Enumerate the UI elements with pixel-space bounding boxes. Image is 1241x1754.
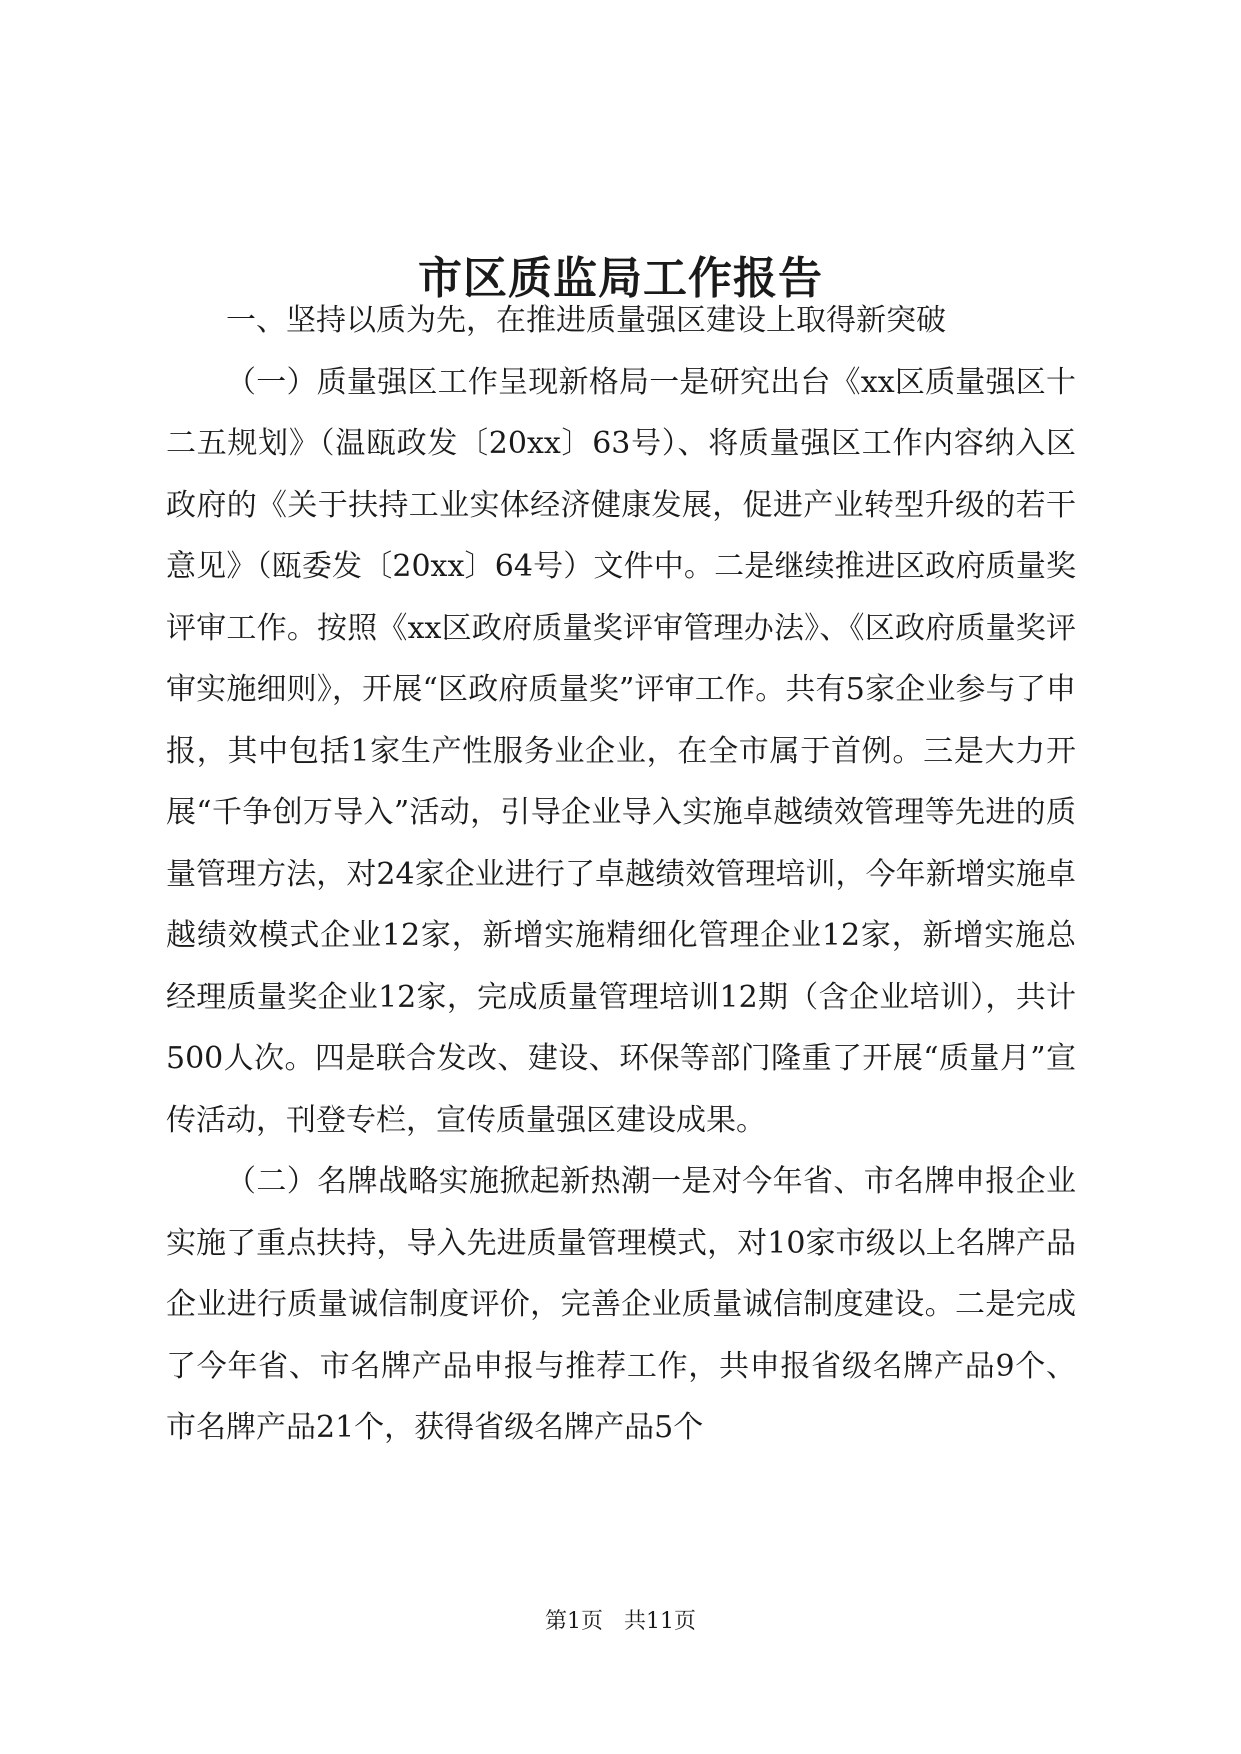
paragraph-brand-strategy: （二）名牌战略实施掀起新热潮一是对今年省、市名牌申报企业实施了重点扶持，导入先进质量管理模式，对10家市级以上名牌产品企业进行质量诚信制度评价，完善企业质量诚信制度建设。二是完成了今年省、市名牌产品申报与推荐工作，共申报省级名牌产品9个、市名牌产品21个，获得省级名牌产品5个 — [166, 1164, 1076, 1445]
section-heading: 一、坚持以质为先，在推进质量强区建设上取得新突破 — [226, 303, 946, 338]
document-title: 市区质监局工作报告 — [418, 253, 823, 305]
page-footer — [0, 1607, 1241, 1637]
page-total: 共11页 — [624, 1609, 696, 1634]
page-number: 第1页 — [545, 1609, 603, 1634]
paragraph-quality-strong-district: （一）质量强区工作呈现新格局一是研究出台《xx区质量强区十二五规划》（温瓯政发〔20xx〕63号）、将质量强区工作内容纳入区政府的《关于扶持工业实体经济健康发展，促进产业转型升级的若干意见》（瓯委发〔20xx〕64号）文件中。二是继续推进区政府质量奖评审工作。按照《xx区政府质量奖评审管理办法》、《区政府质量奖评审实施细则》，开展“区政府质量奖”评审工作。共有5家企业参与了申报，其中包括1家生产性服务业企业，在全市属于首例。三是大力开展“千争创万导入”活动，引导企业导入实施卓越绩效管理等先进的质量管理方法，对24家企业进行了卓越绩效管理培训，今年新增实施卓越绩效模式企业12家，新增实施精细化管理企业12家，新增实施总经理质量奖企业12家，完成质量管理培训12期（含企业培训），共计500人次。四是联合发改、建设、环保等部门隆重了开展“质量月”宣传活动，刊登专栏，宣传质量强区建设成果。 — [166, 364, 1076, 1138]
document-body — [166, 290, 1076, 1459]
